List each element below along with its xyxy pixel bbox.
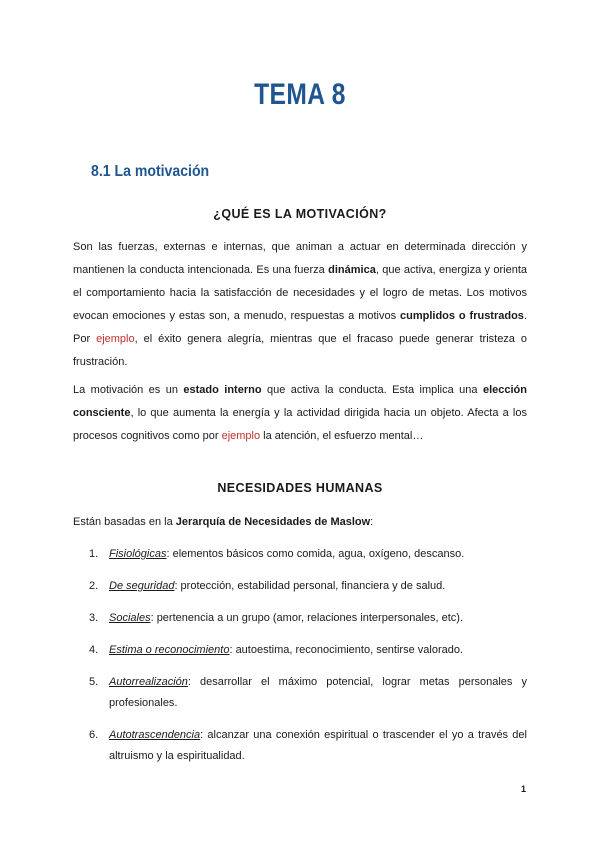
example-highlight: ejemplo	[96, 333, 135, 345]
page-title: TEMA 8	[254, 78, 346, 111]
list-item: 5. Autorrealización: desarrollar el máximo potencial, lograr metas personales y profesionales.	[89, 676, 527, 709]
paragraph-estado-interno: La motivación es un estado interno que activa la conducta. Esta implica una elección consciente, lo que aumenta la energía y la actividad dirigida hacia un objeto. Afecta a los procesos cognitivos como por ejemplo la atención, el esfuerzo mental…	[73, 384, 527, 442]
list-item: 4. Estima o reconocimiento: autoestima, reconocimiento, sentirse valorado.	[89, 644, 464, 656]
need-term: De seguridad	[109, 580, 175, 592]
need-term: Estima o reconocimiento	[109, 644, 230, 656]
bold-term: Jerarquía de Necesidades de Maslow	[175, 516, 371, 528]
list-item: 6. Autotrascendencia: alcanzar una conexión espiritual o trascender el yo a través del altruismo y la espiritualidad.	[89, 729, 527, 762]
bold-term: elección consciente	[73, 384, 527, 419]
heading-motivacion: ¿QUÉ ES LA MOTIVACIÓN?	[213, 207, 387, 221]
heading-necesidades: NECESIDADES HUMANAS	[217, 481, 383, 495]
maslow-intro: Están basadas en la Jerarquía de Necesidades de Maslow:	[73, 516, 374, 528]
example-highlight: ejemplo	[221, 430, 261, 442]
need-term: Autotrascendencia	[109, 729, 201, 741]
bold-term: cumplidos o frustrados	[400, 310, 524, 322]
needs-list	[73, 540, 527, 767]
list-item: 3. Sociales: pertenencia a un grupo (amor, relaciones interpersonales, etc).	[89, 612, 464, 624]
paragraph-definicion: Son las fuerzas, externas e internas, que animan a actuar en determinada dirección y mantienen la conducta intencionada. Es una fuerza dinámica, que activa, energiza y orienta el comportamiento hacia la satisfacción de necesidades y el logro de metas. Los motivos evocan emociones y estas son, a menudo, respuestas a motivos cumplidos o frustrados. Por ejemplo, el éxito genera alegría, mientras que el fracaso puede generar tristeza o frustración.	[73, 241, 528, 368]
bold-term: dinámica	[328, 264, 376, 276]
page-number: 1	[520, 784, 526, 794]
need-term: Sociales	[109, 612, 151, 624]
section-title: 8.1 La motivación	[91, 163, 210, 180]
need-term: Autorrealización	[109, 676, 188, 688]
need-term: Fisiológicas	[109, 548, 167, 560]
list-item: 1. Fisiológicas: elementos básicos como comida, agua, oxígeno, descanso.	[89, 548, 465, 560]
bold-term: estado interno	[183, 384, 262, 396]
list-item: 2. De seguridad: protección, estabilidad personal, financiera y de salud.	[89, 580, 446, 592]
